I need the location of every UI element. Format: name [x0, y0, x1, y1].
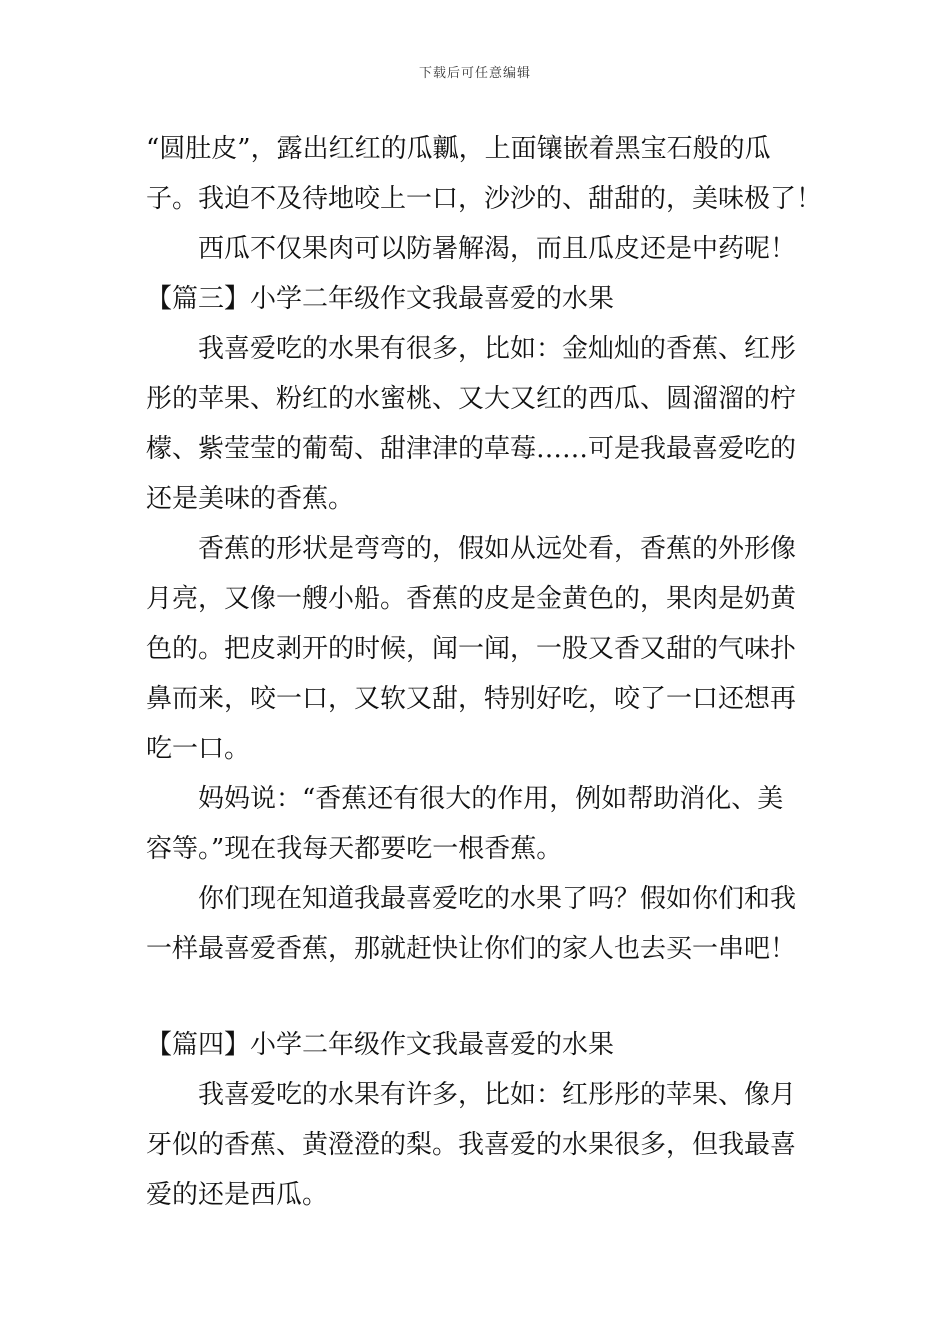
text-line: 鼻而来，咬一口，又软又甜，特别好吃，咬了一口还想再 — [146, 684, 797, 714]
section-heading: 【篇三】小学二年级作文我最喜爱的水果 — [146, 284, 615, 314]
document-body — [146, 124, 823, 1220]
text-line: 牙似的香蕉、黄澄澄的梨。我喜爱的水果很多，但我最喜 — [146, 1130, 797, 1160]
text-line: 我喜爱吃的水果有许多，比如：红彤彤的苹果、像月 — [198, 1080, 797, 1110]
text-line: 吃一口。 — [146, 734, 251, 764]
text-line: 一样最喜爱香蕉，那就赶快让你们的家人也去买一串吧！ — [146, 934, 797, 964]
text-line: 彤的苹果、粉红的水蜜桃、又大又红的西瓜、圆溜溜的柠 — [146, 384, 797, 414]
text-line: 西瓜不仅果肉可以防暑解渴，而且瓜皮还是中药呢！ — [198, 234, 797, 264]
section-heading: 【篇四】小学二年级作文我最喜爱的水果 — [146, 1030, 615, 1060]
text-line: 月亮，又像一艘小船。香蕉的皮是金黄色的，果肉是奶黄 — [146, 584, 797, 614]
text-line: 容等。”现在我每天都要吃一根香蕉。 — [146, 834, 563, 864]
paragraph-gap — [146, 974, 814, 1020]
text-line: 你们现在知道我最喜爱吃的水果了吗？假如你们和我 — [198, 884, 797, 914]
text-line: 子。我迫不及待地咬上一口，沙沙的、甜甜的，美味极了！ — [146, 184, 823, 214]
text-line: 色的。把皮剥开的时候，闻一闻，一股又香又甜的气味扑 — [146, 634, 797, 664]
page-header: 下载后可任意编辑 — [418, 66, 531, 81]
text-line: 香蕉的形状是弯弯的，假如从远处看，香蕉的外形像 — [198, 534, 797, 564]
text-line: 妈妈说：“香蕉还有很大的作用，例如帮助消化、美 — [198, 784, 784, 814]
text-line: 爱的还是西瓜。 — [146, 1180, 329, 1210]
text-line: 檬、紫莹莹的葡萄、甜津津的草莓……可是我最喜爱吃的 — [146, 434, 797, 464]
text-line: 还是美味的香蕉。 — [146, 484, 355, 514]
text-line: “圆肚皮”，露出红红的瓜瓤，上面镶嵌着黑宝石般的瓜 — [146, 134, 771, 164]
text-line: 我喜爱吃的水果有很多，比如：金灿灿的香蕉、红彤 — [198, 334, 797, 364]
